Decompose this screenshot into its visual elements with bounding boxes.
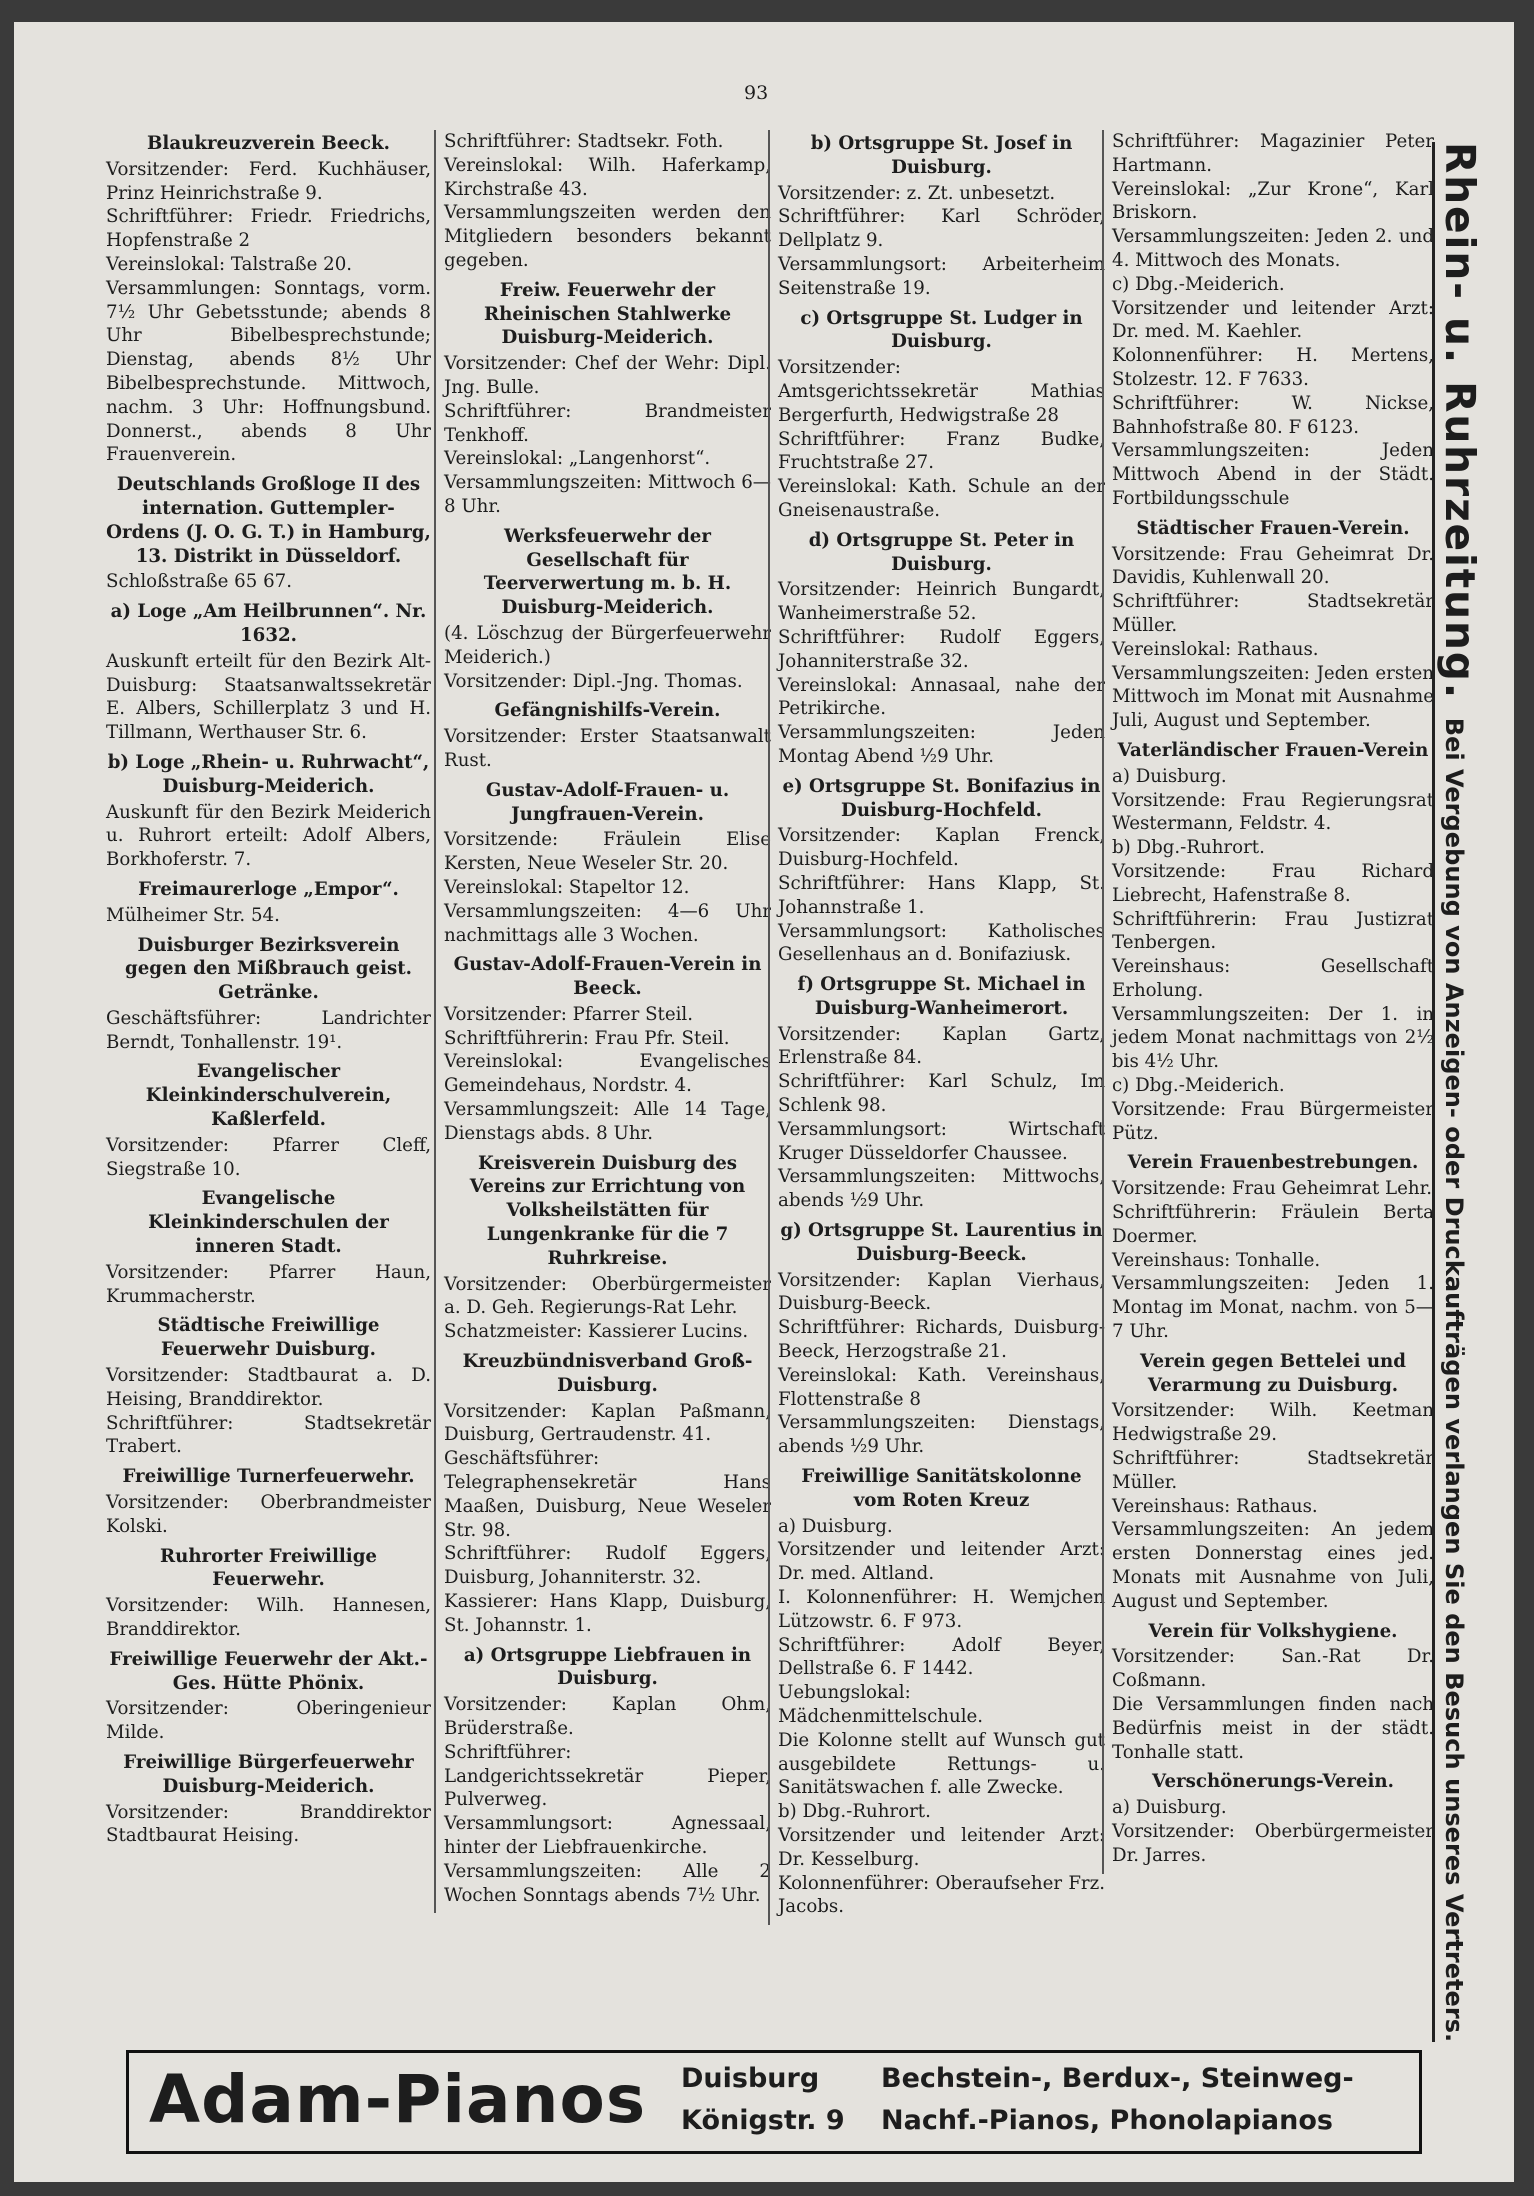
entry-line: Vorsitzende: Frau Geheimrat Lehr. [1112, 1178, 1433, 1200]
entry-line: Vorsitzender: Erster Staatsanwalt Rust. [444, 726, 771, 771]
entry-heading: a) Loge „Am Heilbrunnen“. Nr. 1632. [110, 601, 427, 646]
entry-block [778, 132, 1105, 301]
entry-heading: b) Loge „Rhein- u. Ruhrwacht“, Duisburg-Meiderich. [107, 751, 430, 797]
entry-line: Schriftführer: Stadtsekr. Foth. [444, 131, 724, 152]
entry-line: Vorsitzende: Fräulein Elise Kersten, Neue Weseler Str. 20. [444, 829, 771, 875]
entry-line: Kolonnenführer: Oberaufseher Frz. Jacobs. [778, 1872, 1105, 1918]
entry-line: Auskunft für den Bezirk Meiderich u. Ruhrort erteilt: Adolf Albers, Borkhoferstr. 7. [106, 801, 431, 871]
entry-heading: Verschönerungs-Verein. [1152, 1771, 1394, 1793]
sidebar-text [1435, 142, 1483, 2043]
entry-line: Vorsitzender: Kaplan Ohm, Brüderstraße. [444, 1694, 771, 1739]
entry-line: Versammlungszeiten: Mittwochs, abends ½9 Uhr. [778, 1166, 1105, 1212]
entry-heading: Blaukreuzverein Beeck. [147, 133, 390, 154]
entry-block [106, 1545, 431, 1642]
entry-block [1112, 517, 1434, 733]
entry-block [444, 130, 771, 273]
entry-block [1112, 130, 1434, 511]
entry-line: b) Dbg.-Ruhrort. [1112, 837, 1265, 859]
entry-heading: Ruhrorter Freiwillige Feuerwehr. [160, 1545, 377, 1591]
entry-block [444, 699, 771, 772]
entry-heading: Städtischer Frauen-Verein. [1136, 517, 1410, 539]
entry-line: c) Dbg.-Meiderich. [1112, 1075, 1285, 1097]
entry-line: Vereinslokal: Kath. Vereinshaus, Flottenstraße 8 [778, 1364, 1105, 1410]
entry-line: Schriftführer: Rudolf Eggers, Duisburg, Johanniterstr. 32. [444, 1543, 771, 1589]
entry-line: Schriftführerin: Frau Pfr. Steil. [444, 1027, 730, 1049]
entry-line: Vorsitzender: Pfarrer Cleff, Siegstraße 10. [106, 1134, 431, 1180]
entry-line: Schatzmeister: Kassierer Lucins. [444, 1321, 749, 1343]
entry-heading: Freiwillige Bürgerfeuerwehr Duisburg-Meiderich. [123, 1752, 414, 1797]
entry-line: Vorsitzender: Oberbürgermeister a. D. Geh. Regierungs-Rat Lehr. [444, 1273, 771, 1319]
entry-line: Versammlungszeiten: Dienstags, abends ½9 Uhr. [778, 1412, 1105, 1458]
entry-line: Vorsitzender: Wilh. Hannesen, Branddirektor. [106, 1595, 431, 1641]
entry-block [106, 751, 431, 872]
entry-block [444, 953, 771, 1145]
entry-line: Vorsitzende: Frau Richard Liebrecht, Hafenstraße 8. [1112, 860, 1434, 906]
entry-heading: Vaterländischer Frauen-Verein [1117, 739, 1429, 761]
entry-line: Vereinslokal: Talstraße 20. [106, 253, 353, 275]
entry-line: Vorsitzender: Pfarrer Steil. [444, 1003, 694, 1025]
entry-block [778, 307, 1105, 523]
entry-block [1112, 1350, 1434, 1614]
entry-line: b) Dbg.-Ruhrort. [778, 1801, 931, 1823]
entry-heading: Evangelische Kleinkinderschulen der inneren Stadt. [148, 1188, 389, 1258]
entry-line: Versammlungszeiten: Jeden 1. Montag im Monat, nachm. von 5—7 Uhr. [1112, 1273, 1434, 1343]
entry-line: Schriftführerin: Fräulein Berta Doermer. [1112, 1202, 1434, 1247]
advert-brands: Bechstein-, Berdux-, Steinweg- [881, 2063, 1354, 2094]
entry-line: Mülheimer Str. 54. [106, 904, 280, 926]
entry-line: Schriftführer: Rudolf Eggers, Johanniterstraße 32. [778, 626, 1105, 672]
entry-line: Kolonnenführer: H. Mertens, Stolzestr. 12. F 7633. [1112, 345, 1434, 390]
sidebar-title: Rhein- u. Ruhrzeitung. [1435, 142, 1483, 701]
column-4 [1102, 130, 1434, 1874]
entry-line: Vorsitzender: Kaplan Paßmann, Duisburg, Gertraudenstr. 41. [444, 1400, 771, 1446]
entry-block [444, 279, 771, 519]
entry-line: Vorsitzender: San.-Rat Dr. Coßmann. [1112, 1646, 1434, 1692]
entry-line: Schriftführer: Stadtsekretär Müller. [1112, 1448, 1434, 1493]
entry-block [1112, 1620, 1434, 1765]
entry-line: Vereinshaus: Rathaus. [1112, 1495, 1318, 1517]
entry-block [106, 473, 431, 594]
entry-line: Vereinshaus: Tonhalle. [1112, 1249, 1321, 1271]
entry-line: Uebungslokal: Mädchenmittelschule. [778, 1682, 984, 1727]
entry-line: Schriftführer: Hans Klapp, St. Johannstraße 1. [778, 872, 1105, 918]
entry-line: Vorsitzender: Amtsgerichtssekretär Mathias Bergerfurth, Hedwigstraße 28 [778, 357, 1105, 426]
entry-heading: Verein Frauenbestrebungen. [1127, 1152, 1419, 1174]
entry-line: Vereinslokal: Rathaus. [1112, 638, 1319, 660]
entry-heading: Verein für Volkshygiene. [1148, 1620, 1398, 1642]
entry-line: Versammlungsort: Arbeiterheim Seitenstraße 19. [778, 253, 1105, 299]
entry-block [1112, 1151, 1434, 1343]
piano-advert [126, 2050, 1422, 2154]
entry-block [106, 934, 431, 1055]
entry-line: Schriftführer: Friedr. Friedrichs, Hopfenstraße 2 [106, 206, 431, 252]
entry-line: Vereinshaus: Gesellschaft Erholung. [1112, 956, 1434, 1001]
entry-block [1112, 1770, 1434, 1867]
advert-city: Duisburg [681, 2063, 820, 2094]
advert-types: Nachf.-Pianos, Phonolapianos [881, 2105, 1333, 2136]
entry-line: Auskunft erteilt für den Bezirk Alt-Duisburg: Staatsanwaltssekretär E. Albers, Schillerplatz 3 und H. Tillmann, Werthauser Str. 6. [106, 650, 431, 744]
entry-block [106, 1648, 431, 1745]
entry-line: Versammlungszeiten: Jeden Mittwoch Abend in der Städt. Fortbildungsschule [1112, 440, 1434, 509]
entry-line: Vorsitzender: Ferd. Kuchhäuser, Prinz Heinrichstraße 9. [106, 158, 431, 204]
entry-heading: Gustav-Adolf-Frauen- u. Jungfrauen-Verein. [485, 779, 730, 825]
entry-block [106, 1187, 431, 1308]
entry-heading: a) Ortsgruppe Liebfrauen in Duisburg. [463, 1644, 752, 1690]
entry-heading: Kreuzbündnisverband Groß-Duisburg. [462, 1351, 753, 1396]
sidebar-subtitle: Bei Vergebung von Anzeigen- oder Druckaufträgen verlangen Sie den Besuch unseres Vertreters. [1439, 717, 1468, 2043]
entry-line: Kassierer: Hans Klapp, Duisburg, St. Johannstr. 1. [444, 1591, 771, 1636]
entry-block [106, 1060, 431, 1181]
entry-line: a) Duisburg. [778, 1515, 893, 1537]
entry-block [106, 600, 431, 745]
entry-heading: Gustav-Adolf-Frauen-Verein in Beeck. [453, 954, 762, 1000]
entry-line: Vorsitzender: Chef der Wehr: Dipl. Jng. Bulle. [444, 353, 771, 398]
entry-line: Versammlungszeiten: Mittwoch 6—8 Uhr. [444, 472, 771, 517]
sidebar-advert [1432, 142, 1497, 2042]
entry-heading: Städtische Freiwillige Feuerwehr Duisburg. [157, 1315, 380, 1361]
entry-block [106, 1314, 431, 1459]
entry-line: Versammlungszeiten: 4—6 Uhr nachmittags alle 3 Wochen. [444, 900, 771, 946]
advert-name: Adam-Pianos [149, 2061, 647, 2138]
entry-heading: Kreisverein Duisburg des Vereins zur Errichtung von Volksheilstätten für Lungenkranke für die 7 Ruhrkreise. [469, 1152, 746, 1269]
entry-line: Geschäftsführer: Landrichter Berndt, Tonhallenstr. 19¹. [106, 1007, 431, 1053]
entry-block [444, 1644, 771, 1908]
entry-line: Vorsitzender: z. Zt. unbesetzt. [778, 182, 1056, 204]
entry-line: Vorsitzende: Frau Regierungsrat Westermann, Feldstr. 4. [1112, 789, 1434, 835]
entry-line: a) Duisburg. [1112, 765, 1227, 787]
entry-heading: Freiwillige Feuerwehr der Akt.-Ges. Hütte Phönix. [109, 1648, 428, 1694]
entry-heading: f) Ortsgruppe St. Michael in Duisburg-Wanheimerort. [797, 974, 1086, 1019]
entry-line: Versammlungen: Sonntags, vorm. 7½ Uhr Gebetsstunde; abends 8 Uhr Bibelbesprechstunde; Dienstag, abends 8½ Uhr Bibelbesprechstunde. Mittwoch, nachm. 3 Uhr: Hoffnungsbund. Donnerst., abends 8 Uhr Frauenverein. [106, 277, 431, 466]
entry-line: Schriftführer: Stadtsekretär Trabert. [106, 1412, 431, 1458]
entry-block [1112, 739, 1434, 1146]
entry-heading: Freiw. Feuerwehr der Rheinischen Stahlwerke Duisburg-Meiderich. [483, 279, 732, 349]
entry-line: Schriftführerin: Frau Justizrat Tenbergen. [1112, 908, 1434, 954]
entry-line: Vorsitzender: Oberbrandmeister Kolski. [106, 1492, 431, 1537]
entry-line: a) Duisburg. [1112, 1797, 1227, 1819]
entry-line: Vereinslokal: Evangelisches Gemeindehaus, Nordstr. 4. [444, 1051, 771, 1097]
entry-line: Vereinslokal: Stapeltor 12. [444, 876, 690, 898]
entry-line: Vereinslokal: Annasaal, nahe der Petrikirche. [778, 674, 1105, 720]
entry-line: Vorsitzender: Heinrich Bungardt, Wanheimerstraße 52. [778, 579, 1105, 625]
entry-line: Versammlungszeiten: Jeden Montag Abend ½9 Uhr. [778, 722, 1105, 767]
entry-line: Vorsitzender: Kaplan Vierhaus, Duisburg-Beeck. [778, 1269, 1105, 1315]
page-number: 93 [744, 82, 769, 104]
entry-line: Versammlungsort: Agnessaal, hinter der Liebfrauenkirche. [444, 1813, 771, 1858]
entry-line: Schloßstraße 65 67. [106, 571, 292, 593]
entry-line: Versammlungszeiten: Alle 2 Wochen Sonntags abends 7½ Uhr. [444, 1860, 771, 1906]
entry-heading: Evangelischer Kleinkinderschulverein, Kaßlerfeld. [145, 1061, 392, 1131]
entry-line: Schriftführer: Adolf Beyer, Dellstraße 6. F 1442. [778, 1634, 1105, 1680]
entry-line: Vorsitzender: Kaplan Gartz, Erlenstraße 84. [778, 1023, 1105, 1069]
entry-line: Vorsitzende: Frau Bürgermeister Pütz. [1112, 1098, 1434, 1144]
entry-heading: Freiwillige Turnerfeuerwehr. [122, 1466, 415, 1488]
entry-line: (4. Löschzug der Bürgerfeuerwehr Meiderich.) [444, 622, 771, 668]
entry-block [778, 1219, 1105, 1459]
entry-heading: e) Ortsgruppe St. Bonifazius in Duisburg-Hochfeld. [782, 775, 1101, 821]
entry-line: c) Dbg.-Meiderich. [1112, 273, 1285, 295]
entry-line: Versammlungszeiten werden den Mitgliedern besonders bekannt gegeben. [444, 202, 771, 271]
entry-block [106, 878, 431, 928]
entry-line: Vorsitzende: Frau Geheimrat Dr. Davidis, Kuhlenwall 20. [1112, 543, 1434, 589]
entry-heading: c) Ortsgruppe St. Ludger in Duisburg. [800, 307, 1083, 353]
entry-heading: Freiwillige Sanitätskolonne vom Roten Kreuz [801, 1466, 1082, 1511]
entry-heading: Gefängnishilfs-Verein. [494, 700, 721, 722]
entry-line: Vorsitzender: Stadtbaurat a. D. Heising, Branddirektor. [106, 1365, 431, 1410]
entry-line: Vereinslokal: Kath. Schule an der Gneisenaustraße. [778, 476, 1105, 521]
entry-line: Vereinslokal: „Langenhorst“. [444, 448, 711, 470]
entry-line: Vorsitzender und leitender Arzt: Dr. med. Altland. [778, 1539, 1105, 1585]
entry-line: I. Kolonnenführer: H. Wemjchen Lützowstr. 6. F 973. [778, 1587, 1105, 1632]
entry-line: Versammlungsort: Wirtschaft Kruger Düsseldorfer Chaussee. [778, 1118, 1105, 1164]
column-2 [434, 130, 771, 1913]
entry-line: Schriftführer: Karl Schulz, Im Schlenk 98. [778, 1071, 1105, 1117]
entry-line: Versammlungszeit: Alle 14 Tage, Dienstags abds. 8 Uhr. [444, 1099, 771, 1144]
entry-line: Geschäftsführer: Telegraphensekretär Hans Maaßen, Duisburg, Neue Weseler Str. 98. [444, 1448, 771, 1541]
entry-heading: b) Ortsgruppe St. Josef in Duisburg. [810, 133, 1073, 178]
entry-block [444, 525, 771, 694]
entry-heading: g) Ortsgruppe St. Laurentius in Duisburg-Beeck. [780, 1220, 1103, 1265]
entry-heading: Deutschlands Großloge II des internation. Guttempler-Ordens (J. O. G. T.) in Hamburg, 13. Distrikt in Düsseldorf. [106, 474, 431, 567]
entry-line: Versammlungszeiten: Der 1. in jedem Monat nachmittags von 2½ bis 4½ Uhr. [1112, 1003, 1434, 1073]
entry-line: Schriftführer: Franz Budke, Fruchtstraße 27. [778, 428, 1105, 474]
entry-line: Vorsitzender: Wilh. Keetman Hedwigstraße 29. [1112, 1400, 1434, 1446]
entry-line: Vorsitzender: Dipl.-Jng. Thomas. [444, 670, 743, 692]
entry-line: Vorsitzender: Kaplan Frenck, Duisburg-Hochfeld. [778, 825, 1105, 871]
entry-block [444, 1350, 771, 1638]
entry-line: Die Versammlungen finden nach Bedürfnis meist in der städt. Tonhalle statt. [1112, 1694, 1434, 1763]
entry-line: Vorsitzender: Oberingenieur Milde. [106, 1698, 431, 1744]
entry-heading: Verein gegen Bettelei und Verarmung zu Duisburg. [1140, 1350, 1406, 1396]
entry-block [106, 132, 431, 467]
entry-line: Schriftführer: Magazinier Peter Hartmann. [1112, 131, 1434, 176]
advert-street: Königstr. 9 [681, 2105, 845, 2136]
entry-line: Schriftführer: Brandmeister Tenkhoff. [444, 400, 771, 446]
column-3 [768, 130, 1105, 1925]
entry-line: Vereinslokal: Wilh. Haferkamp, Kirchstraße 43. [444, 154, 771, 200]
entry-block [778, 775, 1105, 967]
entry-line: Vorsitzender und leitender Arzt: Dr. med. M. Kaehler. [1112, 297, 1434, 343]
entry-line: Schriftführer: W. Nickse, Bahnhofstraße 80. F 6123. [1112, 392, 1434, 438]
entry-line: Schriftführer: Karl Schröder, Dellplatz 9. [778, 206, 1105, 252]
entry-block [778, 973, 1105, 1213]
entry-block [778, 529, 1105, 769]
entry-line: Versammlungsort: Katholisches Gesellenhaus an d. Bonifaziusk. [778, 920, 1105, 966]
entry-line: Schriftführer: Landgerichtssekretär Pieper, Pulverweg. [444, 1741, 771, 1811]
entry-block [106, 1465, 431, 1538]
entry-block [106, 1751, 431, 1848]
entry-line: Schriftführer: Richards, Duisburg-Beeck, Herzogstraße 21. [778, 1317, 1105, 1363]
entry-line: Vorsitzender und leitender Arzt: Dr. Kesselburg. [778, 1824, 1105, 1870]
entry-line: Versammlungszeiten: Jeden ersten Mittwoch im Monat mit Ausnahme Juli, August und September. [1112, 662, 1434, 732]
entry-line: Versammlungszeiten: Jeden 2. und 4. Mittwoch des Monats. [1112, 226, 1434, 271]
entry-line: Versammlungszeiten: An jedem ersten Donnerstag eines jed. Monats mit Ausnahme von Juli, August und September. [1112, 1519, 1434, 1612]
entry-block [778, 1465, 1105, 1919]
entry-line: Schriftführer: Stadtsekretär Müller. [1112, 591, 1434, 636]
document-page [14, 22, 1514, 2182]
entry-heading: Freimaurerloge „Empor“. [138, 878, 399, 900]
entry-line: Vorsitzender: Branddirektor Stadtbaurat Heising. [106, 1801, 431, 1847]
entry-line: Vorsitzender: Oberbürgermeister Dr. Jarres. [1112, 1820, 1434, 1866]
entry-line: Die Kolonne stellt auf Wunsch gut ausgebildete Rettungs- u. Sanitätswachen f. alle Zwecke. [778, 1729, 1105, 1799]
column-1 [106, 130, 431, 1854]
entry-heading: d) Ortsgruppe St. Peter in Duisburg. [808, 529, 1075, 575]
entry-heading: Duisburger Bezirksverein gegen den Mißbrauch geist. Getränke. [125, 934, 412, 1004]
entry-block [444, 1152, 771, 1344]
entry-heading: Werksfeuerwehr der Gesellschaft für Teerverwertung m. b. H. Duisburg-Meiderich. [483, 525, 732, 619]
entry-line: Vorsitzender: Pfarrer Haun, Krummacherstr. [106, 1261, 431, 1307]
entry-line: Vereinslokal: „Zur Krone“, Karl Briskorn. [1112, 178, 1434, 224]
entry-block [444, 779, 771, 948]
